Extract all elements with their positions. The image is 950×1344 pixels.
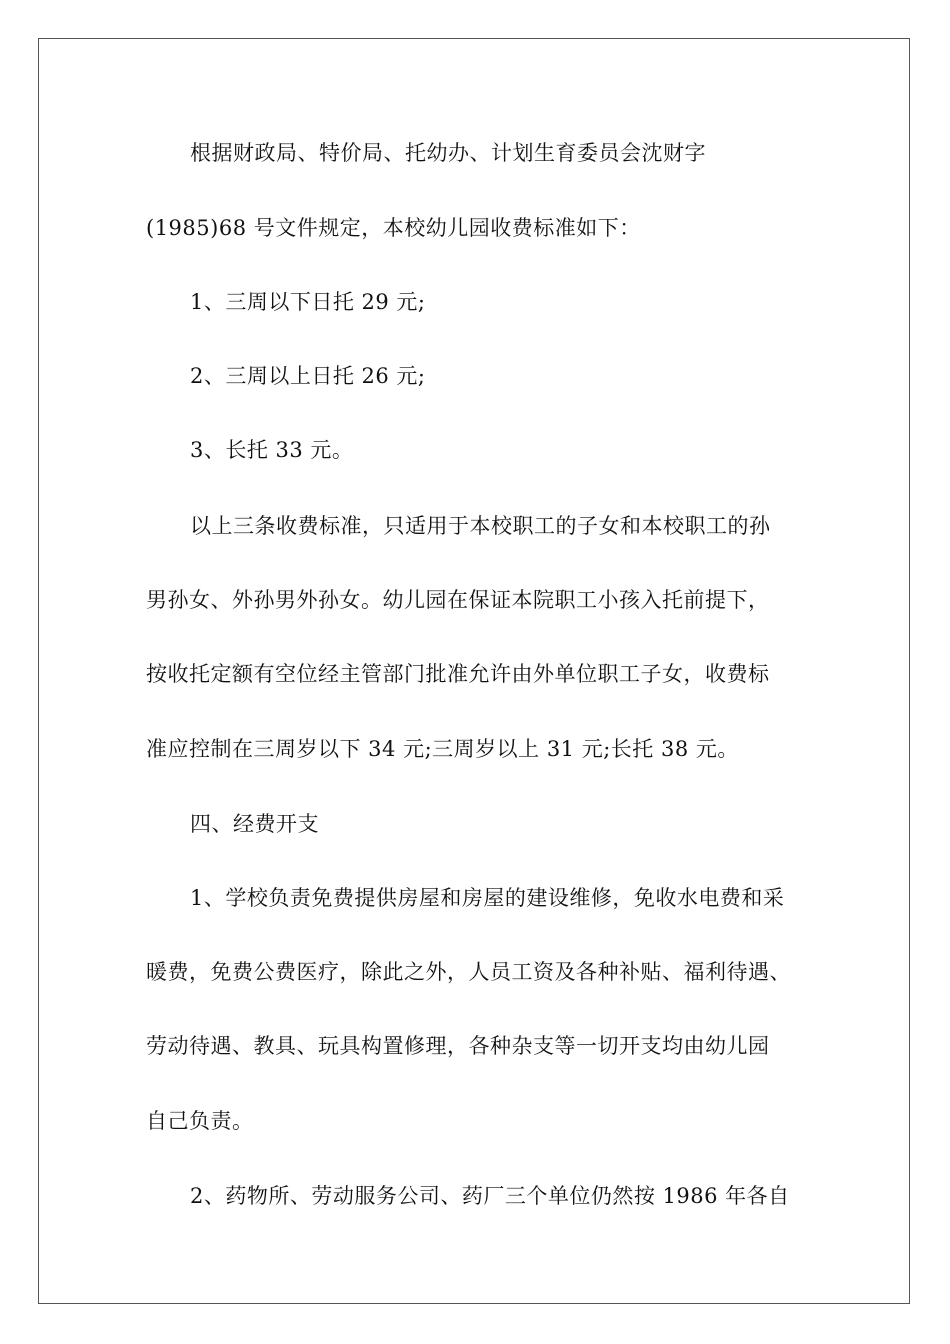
- text-line: 根据财政局、特价局、托幼办、计划生育委员会沈财字: [190, 141, 706, 165]
- text-line: 准应控制在三周岁以下 34 元;三周岁以上 31 元;长托 38 元。: [146, 737, 739, 761]
- list-item: 2、三周以上日托 26 元;: [190, 364, 426, 388]
- text-line: 男孙女、外孙男外孙女。幼儿园在保证本院职工小孩入托前提下，: [146, 588, 770, 612]
- text-line: (1985)68 号文件规定，本校幼儿园收费标准如下：: [146, 216, 641, 240]
- section-heading: 四、经费开支: [190, 812, 319, 836]
- text-line: 2、药物所、劳动服务公司、药厂三个单位仍然按 1986 年各自: [190, 1184, 790, 1208]
- text-line: 1、学校负责免费提供房屋和房屋的建设维修，免收水电费和采: [190, 886, 785, 910]
- text-line: 按收托定额有空位经主管部门批准允许由外单位职工子女，收费标: [146, 662, 770, 686]
- list-item: 1、三周以下日托 29 元;: [190, 290, 426, 314]
- list-item: 3、长托 33 元。: [190, 438, 354, 462]
- text-line: 以上三条收费标准，只适用于本校职工的子女和本校职工的孙: [190, 514, 771, 538]
- text-line: 暖费，免费公费医疗，除此之外，人员工资及各种补贴、福利待遇、: [146, 960, 791, 984]
- text-line: 劳动待遇、教具、玩具构置修理，各种杂支等一切开支均由幼儿园: [146, 1034, 770, 1058]
- text-line: 自己负责。: [146, 1109, 254, 1133]
